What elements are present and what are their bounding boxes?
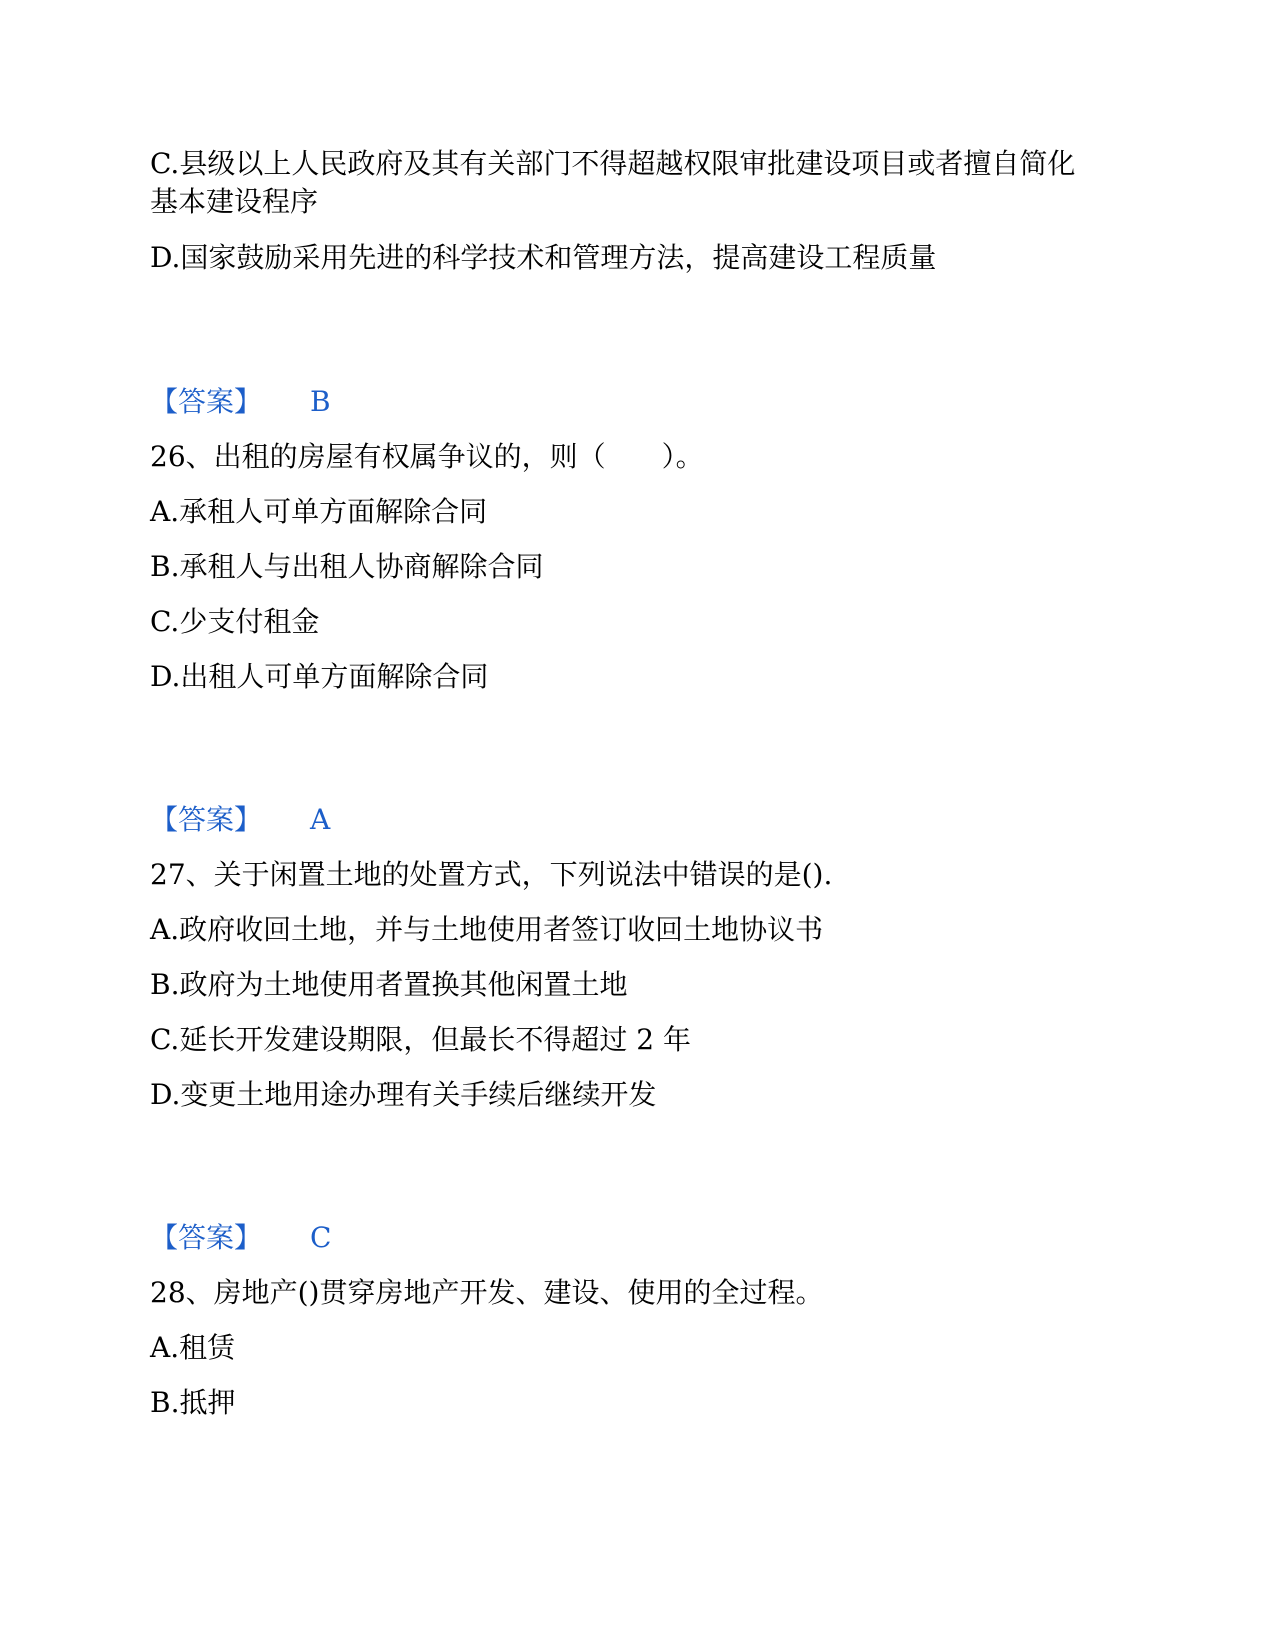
q27-option-d: D.变更土地用途办理有关手续后继续开发 <box>150 1078 657 1111</box>
answer-q25 <box>150 382 331 422</box>
q25-option-d: D.国家鼓励采用先进的科学技术和管理方法，提高建设工程质量 <box>150 241 937 274</box>
q28-option-b: B.抵押 <box>150 1386 236 1419</box>
q26-option-c: C.少支付租金 <box>150 605 320 638</box>
q26-option-d: D.出租人可单方面解除合同 <box>150 660 489 693</box>
q27-option-c: C.延长开发建设期限，但最长不得超过 2 年 <box>150 1023 691 1056</box>
answer-value: C <box>310 1221 332 1254</box>
q25-option-c-line2: 基本建设程序 <box>150 185 319 218</box>
q26-option-b: B.承租人与出租人协商解除合同 <box>150 550 544 583</box>
q27-option-a: A.政府收回土地，并与土地使用者签订收回土地协议书 <box>150 913 824 946</box>
q27-option-b: B.政府为土地使用者置换其他闲置土地 <box>150 968 628 1001</box>
q27-stem: 27、关于闲置土地的处置方式，下列说法中错误的是(). <box>150 858 833 891</box>
answer-value: B <box>310 385 331 418</box>
answer-label: 【答案】 <box>150 385 263 418</box>
q25-option-c-line1: C.县级以上人民政府及其有关部门不得超越权限审批建设项目或者擅自简化 <box>150 147 1076 180</box>
answer-q27 <box>150 1218 331 1258</box>
answer-q26 <box>150 800 330 840</box>
answer-label: 【答案】 <box>150 1221 263 1254</box>
q26-stem: 26、出租的房屋有权属争议的，则（ ）。 <box>150 440 704 473</box>
answer-label: 【答案】 <box>150 803 263 836</box>
q28-option-a: A.租赁 <box>150 1331 236 1364</box>
q28-stem: 28、房地产()贯穿房地产开发、建设、使用的全过程。 <box>150 1276 824 1309</box>
q26-option-a: A.承租人可单方面解除合同 <box>150 495 488 528</box>
answer-value: A <box>310 803 331 836</box>
